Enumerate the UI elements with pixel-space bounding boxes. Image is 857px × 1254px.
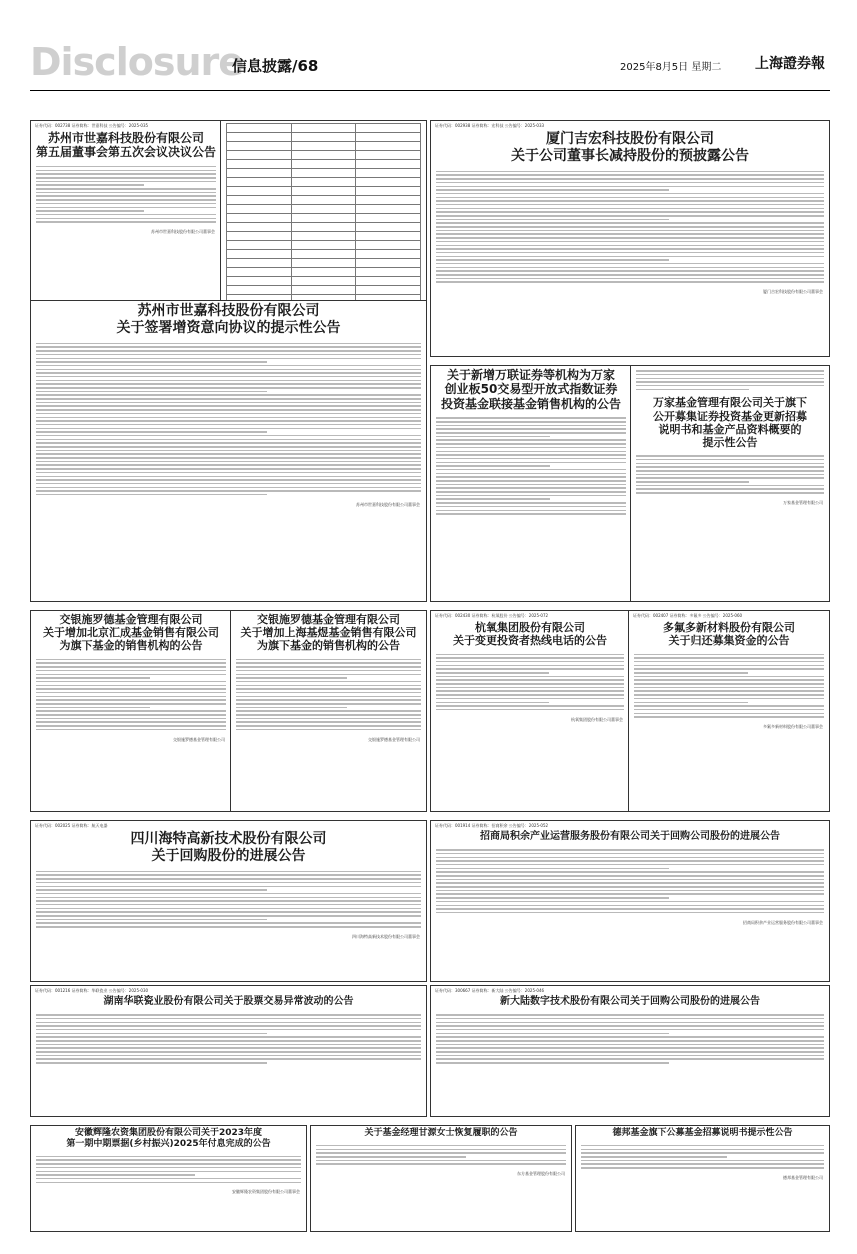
table-cell: [356, 151, 421, 160]
notice-zhaoshang: [430, 820, 830, 982]
notice-wanjia-prospectus: [630, 365, 830, 602]
table-row: [227, 142, 421, 151]
table-cell: [227, 151, 292, 160]
notice-title: 关于基金经理甘源女士恢复履职的公告: [364, 1128, 518, 1138]
body-text: [431, 413, 631, 519]
notice-debang: [575, 1125, 830, 1232]
notice-title: 招商局积余产业运营服务股份有限公司关于回购公司股份的进展公告: [480, 831, 780, 842]
stock-code: 证券代码：001914 证券简称：招商积余 公告编号：2025-052: [435, 823, 549, 828]
table-cell: [291, 133, 356, 142]
body-text: [431, 1010, 829, 1068]
table-cell: [227, 160, 292, 169]
table-cell: [291, 214, 356, 223]
table-row: [227, 151, 421, 160]
table-cell: [227, 178, 292, 187]
table-row: [227, 169, 421, 178]
signature: 东方基金管理股份有限公司: [517, 1171, 565, 1177]
table-row: [227, 259, 421, 268]
table-cell: [356, 205, 421, 214]
signature: 苏州市世嘉科技股份有限公司董事会: [151, 228, 215, 234]
notice-suzhou-agreement: [30, 300, 427, 602]
table-cell: [356, 241, 421, 250]
signature: 安徽辉隆农资集团股份有限公司董事会: [232, 1189, 300, 1195]
notice-title: 关于新增万联证券等机构为万家 创业板50交易型开放式指数证券 投资基金联接基金销售机构的公告: [440, 368, 621, 411]
table-cell: [227, 133, 292, 142]
body-text: [31, 655, 231, 735]
masthead: Disclosure: [30, 40, 244, 84]
notice-title: 杭氧集团股份有限公司 关于变更投资者热线电话的公告: [453, 621, 607, 648]
notice-title: 安徽辉隆农资集团股份有限公司关于2023年度 第一期中期票据(乡村振兴)2025年付息完成的公告: [66, 1128, 271, 1149]
table-cell: [356, 268, 421, 277]
body-text: [576, 1141, 829, 1173]
table-cell: [291, 286, 356, 295]
table-cell: [227, 142, 292, 151]
table-row: [227, 277, 421, 286]
table-cell: [227, 277, 292, 286]
notice-title: 交银施罗德基金管理有限公司 关于增加上海基煜基金销售有限公司 为旗下基金的销售机构的公告: [240, 613, 417, 653]
body-text: [31, 339, 426, 500]
table-cell: [356, 250, 421, 259]
signature: 四川海特高新技术股份有限公司董事会: [352, 933, 420, 939]
stock-code: 证券代码：001216 证券简称：华联瓷业 公告编号：2025-030: [35, 988, 149, 993]
table-cell: [291, 187, 356, 196]
table-cell: [356, 259, 421, 268]
body-text: [431, 649, 629, 714]
table-row: [227, 268, 421, 277]
notice-suzhou-board: [30, 120, 222, 312]
table-cell: [227, 223, 292, 232]
signature: 杭氧集团股份有限公司董事会: [571, 716, 623, 722]
stock-code: 证券代码：002738 证券简称：世嘉科技 公告编号：2025-035: [35, 123, 149, 128]
table-row: [227, 250, 421, 259]
table-cell: [291, 241, 356, 250]
section-title: 信息披露/68: [232, 57, 319, 75]
table-row: [227, 178, 421, 187]
notice-jiaoyin-beijing: [30, 610, 232, 812]
table-cell: [227, 196, 292, 205]
body-text: [431, 167, 829, 288]
issue-date: 2025年8月5日 星期二: [620, 62, 722, 73]
notice-title: 多氟多新材料股份有限公司 关于归还募集资金的公告: [663, 621, 795, 648]
signature: 万家基金管理有限公司: [783, 499, 823, 505]
table-cell: [291, 142, 356, 151]
table-cell: [356, 223, 421, 232]
table-cell: [356, 169, 421, 178]
stock-code: 证券代码：002938 证券简称：宏科技 公告编号：2025-033: [435, 123, 545, 128]
notice-title: 万家基金管理有限公司关于旗下 公开募集证券投资基金更新招募 说明书和基金产品资料概要的 提示性公告: [653, 396, 807, 449]
body-text: [431, 845, 829, 918]
table-cell: [356, 187, 421, 196]
stock-code: 证券代码：002430 证券简称：杭氧股份 公告编号：2025-072: [435, 613, 549, 618]
notice-title: 苏州市世嘉科技股份有限公司 关于签署增资意向协议的提示性公告: [116, 303, 341, 336]
table-cell: [227, 268, 292, 277]
table-cell: [291, 196, 356, 205]
table-cell: [356, 214, 421, 223]
notice-title: 湖南华联瓷业股份有限公司关于股票交易异常波动的公告: [103, 996, 354, 1007]
body-text: [631, 451, 829, 498]
table-row: [227, 196, 421, 205]
page-header: [0, 0, 857, 100]
table-cell: [291, 151, 356, 160]
stock-code: 证券代码：300667 证券简称：新大陆 公告编号：2025-046: [435, 988, 545, 993]
table-row: [227, 124, 421, 133]
table-cell: [227, 205, 292, 214]
table-row: [227, 286, 421, 295]
table-cell: [291, 232, 356, 241]
table-cell: [291, 268, 356, 277]
table-cell: [291, 250, 356, 259]
table-cell: [356, 196, 421, 205]
table-cell: [227, 232, 292, 241]
table-cell: [227, 169, 292, 178]
table-cell: [227, 124, 292, 133]
table-cell: [227, 259, 292, 268]
table-row: [227, 241, 421, 250]
table-row: [227, 205, 421, 214]
newspaper-name: 上海證券報: [755, 56, 825, 72]
table-row: [227, 160, 421, 169]
notice-suzhou-table: [220, 120, 427, 312]
table-cell: [227, 241, 292, 250]
body-text: [31, 162, 221, 227]
notice-title: 四川海特高新技术股份有限公司 关于回购股份的进展公告: [130, 831, 327, 864]
notice-duofuduo: [628, 610, 830, 812]
notice-jiaoyin-shanghai: [230, 610, 427, 812]
signature: 招商局积余产业运营服务股份有限公司董事会: [743, 919, 823, 925]
table-cell: [227, 214, 292, 223]
signature: 交银施罗德基金管理有限公司: [368, 736, 420, 742]
body-text: [629, 649, 829, 722]
table-cell: [291, 205, 356, 214]
signature: 厦门吉宏科技股份有限公司董事会: [763, 289, 823, 295]
stock-code: 证券代码：002407 证券简称：多氟多 公告编号：2025-060: [633, 613, 743, 618]
table-cell: [291, 124, 356, 133]
table-row: [227, 214, 421, 223]
table-cell: [227, 187, 292, 196]
notice-title: 苏州市世嘉科技股份有限公司 第五届董事会第五次会议决议公告: [35, 131, 216, 160]
notice-title: 厦门吉宏科技股份有限公司 关于公司董事长减持股份的预披露公告: [511, 131, 749, 164]
body-text: [31, 1152, 306, 1188]
stock-code: 证券代码：002025 证券简称：航天电器: [35, 823, 108, 828]
notice-hangyang: [430, 610, 630, 812]
fund-table: [226, 123, 421, 312]
table-cell: [227, 250, 292, 259]
table-cell: [291, 223, 356, 232]
notice-anhui: [30, 1125, 307, 1232]
signature: 德邦基金管理有限公司: [783, 1174, 823, 1180]
signature: 多氟多新材料股份有限公司董事会: [763, 723, 823, 729]
table-cell: [356, 142, 421, 151]
notice-title: 交银施罗德基金管理有限公司 关于增加北京汇成基金销售有限公司 为旗下基金的销售机构的公告: [43, 613, 219, 653]
table-cell: [356, 178, 421, 187]
table-row: [227, 232, 421, 241]
notice-title: 新大陆数字技术股份有限公司关于回购公司股份的进展公告: [500, 996, 760, 1007]
table-cell: [291, 259, 356, 268]
table-cell: [291, 169, 356, 178]
table-cell: [356, 124, 421, 133]
notice-wanjia-sales: [430, 365, 632, 602]
header-rule: [30, 90, 830, 91]
signature: 交银施罗德基金管理有限公司: [173, 736, 225, 742]
body-text: [631, 366, 829, 394]
body-text: [311, 1141, 571, 1169]
table-row: [227, 187, 421, 196]
table-cell: [356, 277, 421, 286]
table-cell: [356, 232, 421, 241]
notice-hunan: [30, 985, 427, 1117]
notice-sichuan: [30, 820, 427, 982]
table-cell: [291, 160, 356, 169]
table-row: [227, 223, 421, 232]
notice-title: 德邦基金旗下公募基金招募说明书提示性公告: [612, 1128, 793, 1138]
body-text: [31, 1010, 426, 1068]
signature: 苏州市世嘉科技股份有限公司董事会: [356, 501, 420, 507]
table-cell: [356, 133, 421, 142]
table-cell: [356, 286, 421, 295]
table-cell: [356, 160, 421, 169]
table-cell: [291, 277, 356, 286]
notice-xiamen: [430, 120, 830, 357]
table-cell: [291, 178, 356, 187]
table-cell: [227, 286, 292, 295]
table-row: [227, 133, 421, 142]
body-text: [231, 655, 426, 735]
notice-xindalu: [430, 985, 830, 1117]
notice-jijin: [310, 1125, 572, 1232]
body-text: [31, 867, 426, 932]
